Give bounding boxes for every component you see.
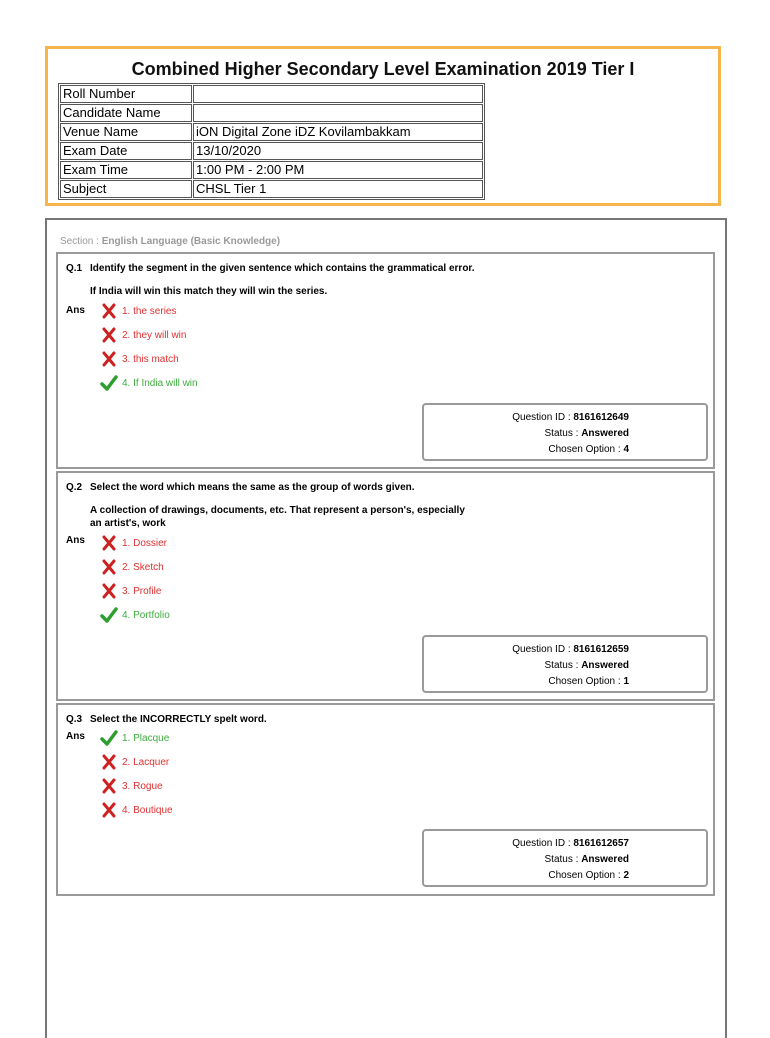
- question-text: Select the word which means the same as the group of words given.: [90, 482, 415, 493]
- info-label: Roll Number: [60, 85, 192, 103]
- cross-icon: [100, 534, 118, 552]
- option-4: [100, 606, 170, 624]
- chosen-option-row: [424, 870, 629, 881]
- meta-label: Question ID :: [512, 838, 574, 849]
- cross-icon: [100, 326, 118, 344]
- exam-header: [45, 46, 721, 206]
- chosen-option: 1: [623, 676, 629, 687]
- status-row: [424, 854, 629, 865]
- question-id-row: [424, 412, 629, 423]
- question-meta: [422, 403, 708, 461]
- option-label: 1. the series: [122, 305, 177, 317]
- question-id: 8161612657: [573, 838, 629, 849]
- answer-label: Ans: [66, 305, 85, 316]
- question-id-row: [424, 644, 629, 655]
- cross-icon: [100, 777, 118, 795]
- status-value: Answered: [581, 854, 629, 865]
- option-label: 2. Sketch: [122, 561, 164, 573]
- status-value: Answered: [581, 660, 629, 671]
- option-4: [100, 801, 173, 819]
- cross-icon: [100, 753, 118, 771]
- option-label: 3. Profile: [122, 585, 162, 597]
- meta-label: Chosen Option :: [548, 870, 624, 881]
- section-prefix: Section :: [60, 236, 102, 247]
- question-meta: [422, 829, 708, 887]
- table-row: [60, 123, 483, 141]
- option-1: [100, 534, 167, 552]
- option-label: 1. Placque: [122, 732, 170, 744]
- option-label: 1. Dossier: [122, 537, 168, 549]
- option-1: [100, 729, 169, 747]
- question-text: Identify the segment in the given sentence which contains the grammatical error.: [90, 263, 475, 274]
- section-name: English Language (Basic Knowledge): [101, 236, 281, 247]
- meta-label: Chosen Option :: [548, 676, 624, 687]
- candidate-info-table: [58, 83, 485, 200]
- meta-label: Question ID :: [512, 412, 574, 423]
- table-row: [60, 104, 483, 122]
- status-value: Answered: [581, 428, 629, 439]
- option-label: 4. Boutique: [122, 804, 173, 816]
- section-label: [60, 236, 280, 247]
- info-value: 1:00 PM - 2:00 PM: [193, 161, 483, 179]
- table-row: [60, 142, 483, 160]
- option-label: 3. this match: [122, 353, 179, 365]
- question-number: Q.2: [66, 482, 83, 493]
- info-value: 13/10/2020: [193, 142, 483, 160]
- cross-icon: [100, 302, 118, 320]
- option-3: [100, 582, 161, 600]
- option-label: 2. they will win: [122, 329, 187, 341]
- check-icon: [100, 729, 118, 747]
- question-id: 8161612659: [573, 644, 629, 655]
- chosen-option: 4: [623, 444, 629, 455]
- check-icon: [100, 606, 118, 624]
- option-label: 4. If India will win: [122, 377, 198, 389]
- option-label: 2. Lacquer: [122, 756, 170, 768]
- cross-icon: [100, 558, 118, 576]
- question-meta: [422, 635, 708, 693]
- question-sentence: If India will win this match they will win the series.: [90, 286, 328, 297]
- option-1: [100, 302, 176, 320]
- question-sentence: A collection of drawings, documents, etc. That represent a person's, especially an artist's, work: [90, 505, 465, 529]
- chosen-option-row: [424, 444, 629, 455]
- question-number: Q.3: [66, 714, 83, 725]
- info-label: Exam Date: [60, 142, 192, 160]
- info-value: [193, 85, 483, 103]
- option-4: [100, 374, 198, 392]
- status-row: [424, 428, 629, 439]
- option-label: 3. Rogue: [122, 780, 163, 792]
- check-icon: [100, 374, 118, 392]
- meta-label: Status :: [544, 660, 582, 671]
- cross-icon: [100, 801, 118, 819]
- exam-title: Combined Higher Secondary Level Examination 2019 Tier I: [131, 59, 635, 79]
- info-value: [193, 104, 483, 122]
- info-label: Subject: [60, 180, 192, 198]
- question-text: Select the INCORRECTLY spelt word.: [90, 714, 267, 725]
- chosen-option: 2: [623, 870, 629, 881]
- table-row: [60, 180, 483, 198]
- option-3: [100, 777, 163, 795]
- status-row: [424, 660, 629, 671]
- question-panel-3: [56, 703, 715, 896]
- table-row: [60, 85, 483, 103]
- answer-label: Ans: [66, 535, 85, 546]
- meta-label: Status :: [544, 428, 582, 439]
- info-label: Venue Name: [60, 123, 192, 141]
- question-id-row: [424, 838, 629, 849]
- answer-label: Ans: [66, 731, 85, 742]
- meta-label: Chosen Option :: [548, 444, 624, 455]
- cross-icon: [100, 350, 118, 368]
- option-2: [100, 753, 169, 771]
- info-label: Exam Time: [60, 161, 192, 179]
- question-number: Q.1: [66, 263, 83, 274]
- option-2: [100, 326, 186, 344]
- option-label: 4. Portfolio: [122, 609, 170, 621]
- info-value: iON Digital Zone iDZ Kovilambakkam: [193, 123, 483, 141]
- option-3: [100, 350, 179, 368]
- question-panel-1: [56, 252, 715, 469]
- option-2: [100, 558, 164, 576]
- chosen-option-row: [424, 676, 629, 687]
- table-row: [60, 161, 483, 179]
- info-value: CHSL Tier 1: [193, 180, 483, 198]
- question-panel-2: [56, 471, 715, 701]
- info-label: Candidate Name: [60, 104, 192, 122]
- meta-label: Question ID :: [512, 644, 574, 655]
- question-id: 8161612649: [573, 412, 629, 423]
- meta-label: Status :: [544, 854, 582, 865]
- cross-icon: [100, 582, 118, 600]
